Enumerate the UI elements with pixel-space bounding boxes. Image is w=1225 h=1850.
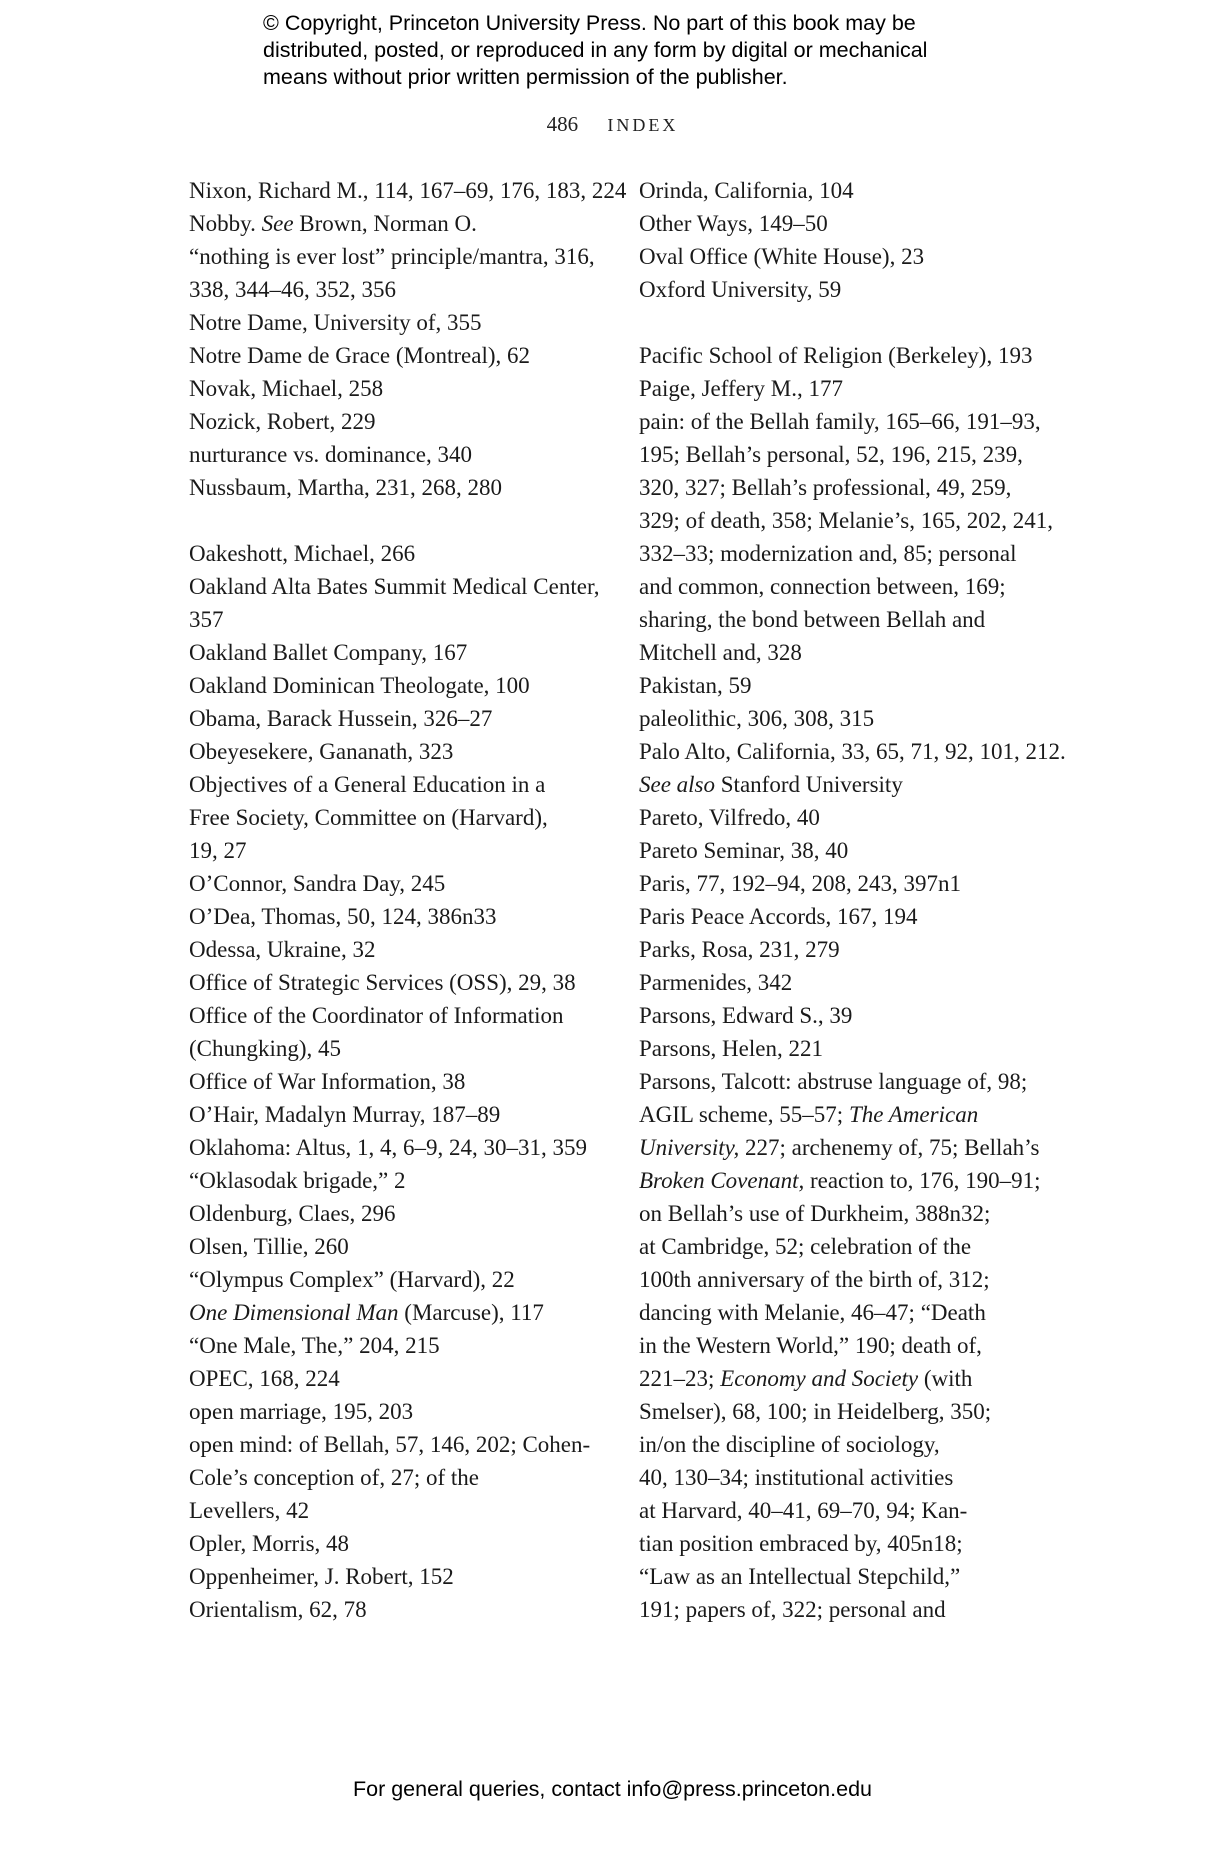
index-entry-line: Oxford University, 59 — [639, 277, 842, 302]
index-entry-line: in/on the discipline of sociology, — [639, 1432, 940, 1457]
index-entry-line: Nobby. See Brown, Norman O. — [189, 211, 477, 236]
index-entry — [639, 1032, 1059, 1065]
index-entry — [189, 1263, 609, 1296]
index-entry-line: Office of War Information, 38 — [189, 1069, 466, 1094]
index-entry — [639, 669, 1059, 702]
index-entry-line: Nozick, Robert, 229 — [189, 409, 376, 434]
index-entry — [189, 1164, 609, 1197]
index-entry — [189, 867, 609, 900]
index-entry — [639, 1065, 1059, 1626]
index-entry-line: Mitchell and, 328 — [639, 640, 802, 665]
copyright-notice — [263, 10, 1023, 91]
index-entry-line: Oval Office (White House), 23 — [639, 244, 925, 269]
index-entry-line: “Olympus Complex” (Harvard), 22 — [189, 1267, 515, 1292]
index-entry-line: open mind: of Bellah, 57, 146, 202; Cohen- — [189, 1432, 591, 1457]
index-entry-line: See also Stanford University — [639, 772, 903, 797]
page-number: 486 — [546, 112, 579, 136]
index-entry — [189, 636, 609, 669]
index-entry-line: Oklahoma: Altus, 1, 4, 6–9, 24, 30–31, 359 — [189, 1135, 588, 1160]
index-entry-line: Office of the Coordinator of Information — [189, 1003, 564, 1028]
index-entry-line: Oakland Ballet Company, 167 — [189, 640, 468, 665]
index-entry-line: Oakeshott, Michael, 266 — [189, 541, 416, 566]
index-entry-line: 221–23; Economy and Society (with — [639, 1366, 973, 1391]
index-entry-line: Levellers, 42 — [189, 1498, 310, 1523]
index-entry — [189, 1197, 609, 1230]
index-entry-line: 357 — [189, 607, 224, 632]
index-entry — [189, 471, 609, 504]
index-entry-line: One Dimensional Man (Marcuse), 117 — [189, 1300, 544, 1325]
index-entry — [189, 1527, 609, 1560]
index-entry-line: O’Dea, Thomas, 50, 124, 386n33 — [189, 904, 497, 929]
index-entry-line: Obama, Barack Hussein, 326–27 — [189, 706, 493, 731]
index-entry — [639, 405, 1059, 669]
index-entry-line: at Harvard, 40–41, 69–70, 94; Kan- — [639, 1498, 968, 1523]
index-entry-line: open marriage, 195, 203 — [189, 1399, 414, 1424]
letter-group-gap — [189, 504, 609, 537]
index-entry — [189, 1593, 609, 1626]
index-entry-line: Broken Covenant, reaction to, 176, 190–91; — [639, 1168, 1041, 1193]
index-entry — [639, 174, 1059, 207]
copyright-line: © Copyright, Princeton University Press. No part of this book may be — [263, 11, 916, 35]
index-entry-line: “Law as an Intellectual Stepchild,” — [639, 1564, 961, 1589]
copyright-line: means without prior written permission of the publisher. — [263, 65, 788, 89]
index-entry — [189, 1065, 609, 1098]
index-entry-line: Oakland Dominican Theologate, 100 — [189, 673, 530, 698]
section-title: INDEX — [607, 115, 679, 135]
index-entry — [639, 273, 1059, 306]
index-entry-line: Oldenburg, Claes, 296 — [189, 1201, 396, 1226]
index-entry-line: on Bellah’s use of Durkheim, 388n32; — [639, 1201, 991, 1226]
index-entry-line: Pareto Seminar, 38, 40 — [639, 838, 849, 863]
index-entry — [639, 207, 1059, 240]
index-entry — [639, 834, 1059, 867]
index-entry-line: Nussbaum, Martha, 231, 268, 280 — [189, 475, 503, 500]
index-entry-line: OPEC, 168, 224 — [189, 1366, 340, 1391]
index-entry-line: University, 227; archenemy of, 75; Bellah’s — [639, 1135, 1040, 1160]
index-entry-line: tian position embraced by, 405n18; — [639, 1531, 963, 1556]
index-entry — [189, 174, 627, 207]
index-entry — [639, 735, 1066, 801]
index-entry — [189, 306, 609, 339]
index-entry — [189, 1560, 609, 1593]
index-entry — [189, 966, 609, 999]
copyright-line: distributed, posted, or reproduced in any form by digital or mechanical — [263, 38, 928, 62]
index-entry-line: Orinda, California, 104 — [639, 178, 854, 203]
index-column-right — [639, 174, 1066, 1626]
index-entry-line: Nixon, Richard M., 114, 167–69, 176, 183, 224 — [189, 178, 627, 203]
index-entry — [189, 933, 609, 966]
index-entry — [189, 735, 609, 768]
index-entry — [189, 1296, 609, 1329]
index-entry-line: 338, 344–46, 352, 356 — [189, 277, 396, 302]
index-entry — [189, 240, 609, 306]
index-entry-line: Olsen, Tillie, 260 — [189, 1234, 349, 1259]
index-entry-line: Parsons, Edward S., 39 — [639, 1003, 853, 1028]
index-entry-line: Pacific School of Religion (Berkeley), 193 — [639, 343, 1033, 368]
index-entry — [189, 999, 609, 1065]
index-entry-line: 195; Bellah’s personal, 52, 196, 215, 239, — [639, 442, 1023, 467]
index-entry-line: at Cambridge, 52; celebration of the — [639, 1234, 972, 1259]
index-entry — [189, 768, 609, 867]
index-entry-line: sharing, the bond between Bellah and — [639, 607, 986, 632]
index-entry-line: AGIL scheme, 55–57; The American — [639, 1102, 979, 1127]
index-entry-line: Notre Dame de Grace (Montreal), 62 — [189, 343, 531, 368]
letter-group-gap — [639, 306, 1059, 339]
index-entry — [639, 702, 1059, 735]
index-entry-line: pain: of the Bellah family, 165–66, 191–93, — [639, 409, 1041, 434]
index-column-left — [189, 174, 627, 1626]
index-entry-line: Parsons, Helen, 221 — [639, 1036, 823, 1061]
index-entry — [639, 801, 1059, 834]
index-entry — [189, 570, 609, 636]
index-entry-line: 332–33; modernization and, 85; personal — [639, 541, 1017, 566]
index-entry — [189, 1329, 609, 1362]
index-entry — [639, 966, 1059, 999]
index-entry — [639, 867, 1059, 900]
index-entry-line: “Oklasodak brigade,” 2 — [189, 1168, 406, 1193]
index-entry — [189, 405, 609, 438]
index-entry — [189, 702, 609, 735]
index-entry-line: Pareto, Vilfredo, 40 — [639, 805, 820, 830]
index-entry-line: Paris, 77, 192–94, 208, 243, 397n1 — [639, 871, 961, 896]
index-entry-line: Parmenides, 342 — [639, 970, 793, 995]
index-entry — [189, 438, 609, 471]
index-entry-line: Obeyesekere, Gananath, 323 — [189, 739, 454, 764]
index-entry — [639, 372, 1059, 405]
index-entry-line: Oppenheimer, J. Robert, 152 — [189, 1564, 454, 1589]
index-entry-line: and common, connection between, 169; — [639, 574, 1006, 599]
index-entry-line: 19, 27 — [189, 838, 247, 863]
index-entry — [639, 339, 1059, 372]
index-entry-line: 320, 327; Bellah’s professional, 49, 259, — [639, 475, 1012, 500]
index-entry-line: Paige, Jeffery M., 177 — [639, 376, 843, 401]
index-entry-line: Other Ways, 149–50 — [639, 211, 828, 236]
index-entry — [189, 669, 609, 702]
index-entry — [189, 1395, 609, 1428]
index-entry-line: 329; of death, 358; Melanie’s, 165, 202, 241, — [639, 508, 1053, 533]
running-head — [0, 112, 1225, 137]
index-entry — [639, 933, 1059, 966]
index-entry — [189, 900, 609, 933]
index-entry-line: nurturance vs. dominance, 340 — [189, 442, 472, 467]
index-entry-line: Notre Dame, University of, 355 — [189, 310, 482, 335]
index-entry-line: in the Western World,” 190; death of, — [639, 1333, 982, 1358]
index-entry-line: Cole’s conception of, 27; of the — [189, 1465, 479, 1490]
index-entry-line: paleolithic, 306, 308, 315 — [639, 706, 875, 731]
index-entry — [639, 240, 1059, 273]
index-entry — [189, 207, 609, 240]
index-entry — [189, 339, 609, 372]
index-entry-line: Odessa, Ukraine, 32 — [189, 937, 376, 962]
index-entry-line: Parsons, Talcott: abstruse language of, 98; — [639, 1069, 1028, 1094]
index-entry-line: Pakistan, 59 — [639, 673, 752, 698]
index-entry — [189, 1131, 609, 1164]
index-entry — [639, 999, 1059, 1032]
index-entry-line: Oakland Alta Bates Summit Medical Center, — [189, 574, 600, 599]
index-entry-line: Novak, Michael, 258 — [189, 376, 384, 401]
index-entry — [189, 537, 609, 570]
index-entry-line: dancing with Melanie, 46–47; “Death — [639, 1300, 986, 1325]
index-entry-line: Opler, Morris, 48 — [189, 1531, 350, 1556]
index-entry-line: Free Society, Committee on (Harvard), — [189, 805, 548, 830]
contact-footer: For general queries, contact info@press.princeton.edu — [352, 1777, 872, 1801]
index-entry-line: “One Male, The,” 204, 215 — [189, 1333, 440, 1358]
index-entry — [639, 900, 1059, 933]
index-entry-line: Parks, Rosa, 231, 279 — [639, 937, 840, 962]
index-entry-line: O’Connor, Sandra Day, 245 — [189, 871, 446, 896]
index-entry-line: Office of Strategic Services (OSS), 29, 38 — [189, 970, 576, 995]
index-entry-line: “nothing is ever lost” principle/mantra, 316, — [189, 244, 595, 269]
index-entry-line: 191; papers of, 322; personal and — [639, 1597, 946, 1622]
index-entry-line: 100th anniversary of the birth of, 312; — [639, 1267, 990, 1292]
index-entry-line: Objectives of a General Education in a — [189, 772, 546, 797]
index-entry-line: Paris Peace Accords, 167, 194 — [639, 904, 918, 929]
index-entry-line: (Chungking), 45 — [189, 1036, 342, 1061]
index-entry — [189, 1428, 609, 1527]
index-entry — [189, 1230, 609, 1263]
index-entry-line: O’Hair, Madalyn Murray, 187–89 — [189, 1102, 501, 1127]
index-entry-line: Smelser), 68, 100; in Heidelberg, 350; — [639, 1399, 992, 1424]
index-entry — [189, 372, 609, 405]
index-entry-line: Palo Alto, California, 33, 65, 71, 92, 101, 212. — [639, 739, 1066, 764]
index-entry-line: 40, 130–34; institutional activities — [639, 1465, 954, 1490]
index-entry — [189, 1362, 609, 1395]
index-entry — [189, 1098, 609, 1131]
index-entry-line: Orientalism, 62, 78 — [189, 1597, 367, 1622]
